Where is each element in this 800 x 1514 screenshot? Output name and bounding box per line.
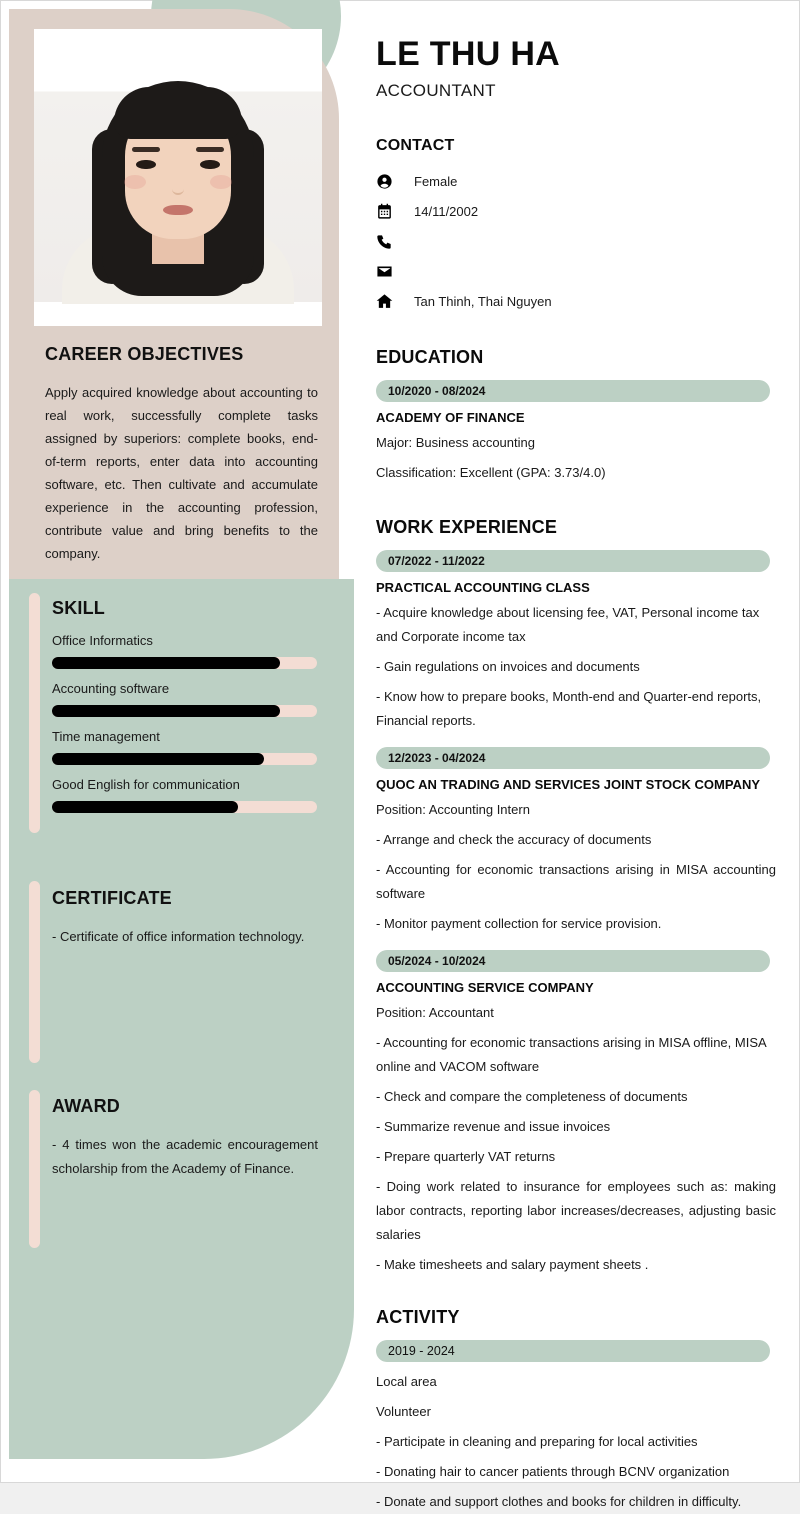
skill-label: Office Informatics [52,633,153,648]
certificate-section [52,888,318,949]
work-date: 12/2023 - 04/2024 [388,750,486,765]
skill-progress-fill [52,657,280,669]
email-icon [376,263,402,280]
activity-line: - Donate and support clothes and books for children in difficulty. [376,1493,742,1509]
education-heading: EDUCATION [376,346,484,367]
education-entry [376,380,776,485]
work-date: 05/2024 - 10/2024 [388,953,486,968]
work-line: Position: Accountant [376,1004,494,1020]
work-line: - Accounting for economic transactions arising in MISA offline, MISA online and VACOM software [376,1034,766,1074]
work-line: Position: Accounting Intern [376,801,530,817]
work-date: 07/2022 - 11/2022 [388,553,485,568]
work-entry [376,950,776,1277]
sidebar [1,1,356,1484]
activity-line: - Donating hair to cancer patients through BCNV organization [376,1463,730,1479]
activity-line: Volunteer [376,1403,431,1419]
activity-place: Local area [376,1373,437,1389]
skill-progress-track [52,705,317,717]
skill-item [52,633,318,669]
education-section [376,347,776,485]
work-entry [376,747,776,936]
education-date-pill [376,380,770,402]
contact-row-address [376,287,776,317]
skill-progress-fill [52,801,238,813]
skill-label: Good English for communication [52,777,240,792]
skill-heading: SKILL [52,598,105,618]
activity-heading: ACTIVITY [376,1306,460,1327]
job-title: ACCOUNTANT [376,80,496,100]
career-objectives-body: Apply acquired knowledge about accounting to real work, successfully complete tasks assigned by superiors: complete books, end-of-term reports, enter data into accounting software, etc. Then cultivate and accumulate experience in the accounting profession, contribute value and bring benefits to the company. [45,385,318,561]
skill-section [52,598,318,813]
education-line: Classification: Excellent (GPA: 3.73/4.0) [376,464,606,480]
activity-line: - Participate in cleaning and preparing for local activities [376,1433,698,1449]
work-company: ACCOUNTING SERVICE COMPANY [376,979,594,995]
main-content [376,1,776,1514]
award-section [52,1096,318,1181]
person-icon [376,173,402,190]
work-line: - Know how to prepare books, Month-end and Quarter-end reports, Financial reports. [376,688,762,728]
skill-item [52,777,318,813]
contact-value-address: Tan Thinh, Thai Nguyen [414,294,552,310]
work-company: QUOC AN TRADING AND SERVICES JOINT STOCK COMPANY [376,776,761,792]
skill-progress-fill [52,705,280,717]
activity-date: 2019 - 2024 [388,1343,455,1358]
career-objectives-heading: CAREER OBJECTIVES [45,344,244,364]
contact-heading: CONTACT [376,136,455,154]
contact-row-phone [376,227,776,257]
award-body: - 4 times won the academic encouragement scholarship from the Academy of Finance. [52,1137,318,1176]
contact-value-gender: Female [414,174,458,190]
skill-item [52,681,318,717]
work-line: - Gain regulations on invoices and documents [376,658,640,674]
skill-item [52,729,318,765]
activity-section [376,1307,776,1514]
contact-row-birthdate [376,197,776,227]
work-line: - Make timesheets and salary payment sheets . [376,1256,649,1272]
skill-progress-track [52,753,317,765]
contact-value-birthdate: 14/11/2002 [414,204,479,220]
work-experience-section [376,517,776,1277]
work-line: - Monitor payment collection for service provision. [376,915,662,931]
work-line: - Accounting for economic transactions arising in MISA accounting software [376,861,776,901]
work-line: - Check and compare the completeness of documents [376,1088,688,1104]
work-date-pill [376,950,770,972]
work-date-pill [376,747,770,769]
work-line: - Summarize revenue and issue invoices [376,1118,611,1134]
work-experience-heading: WORK EXPERIENCE [376,516,558,537]
skill-label: Accounting software [52,681,170,696]
work-line: - Acquire knowledge about licensing fee, VAT, Personal income tax and Corporate income tax [376,604,760,644]
activity-entry [376,1340,776,1514]
award-heading: AWARD [52,1096,120,1116]
education-date: 10/2020 - 08/2024 [388,383,486,398]
certificate-body: - Certificate of office information technology. [52,929,305,944]
phone-icon [376,234,402,250]
page-title: LE THU HA [376,35,561,73]
work-date-pill [376,550,770,572]
skill-progress-track [52,801,317,813]
work-line: - Prepare quarterly VAT returns [376,1148,556,1164]
skill-progress-track [52,657,317,669]
activity-date-pill [376,1340,770,1362]
calendar-icon [376,203,402,220]
education-institution: ACADEMY OF FINANCE [376,409,525,425]
career-objectives-section [45,344,318,565]
home-icon [376,293,402,310]
work-entry [376,550,776,733]
contact-row-gender [376,167,776,197]
certificate-heading: CERTIFICATE [52,888,172,908]
work-line: - Arrange and check the accuracy of documents [376,831,652,847]
education-line: Major: Business accounting [376,434,535,450]
contact-list [376,167,776,317]
skill-progress-fill [52,753,264,765]
work-company: PRACTICAL ACCOUNTING CLASS [376,579,590,595]
contact-row-email [376,257,776,287]
work-line: - Doing work related to insurance for employees such as: making labor contracts, reporting labor increases/decreases, adjusting basic salaries [376,1178,776,1242]
skill-label: Time management [52,729,160,744]
